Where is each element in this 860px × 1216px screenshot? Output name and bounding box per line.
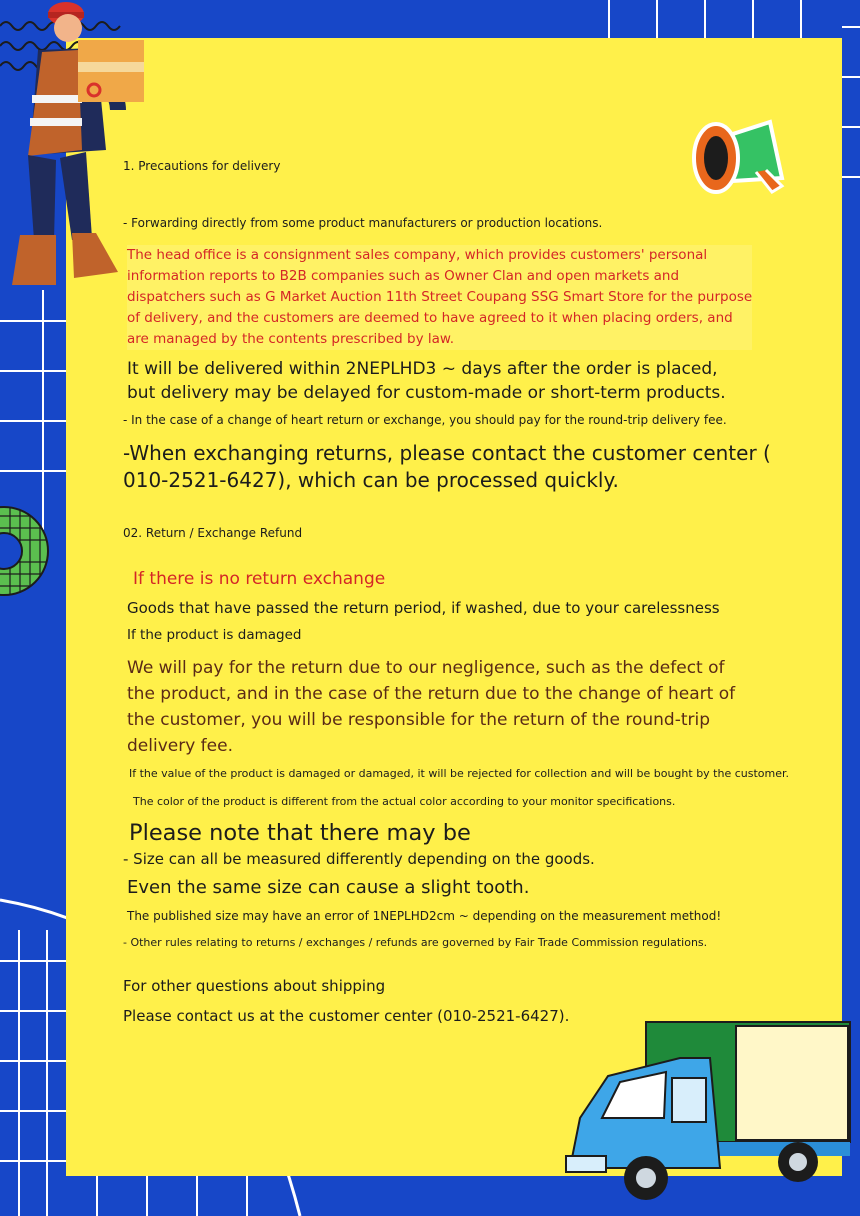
negligence-line: We will pay for the return due to our negligence, such as the defect of	[127, 658, 725, 678]
delivery-time-notice	[127, 357, 726, 405]
consignment-notice	[127, 245, 752, 350]
consignment-line: are managed by the contents prescribed by law.	[127, 331, 455, 347]
negligence-line: the product, and in the case of the return due to the change of heart of	[127, 684, 736, 704]
passed-period-note: Goods that have passed the return period, if washed, due to your carelessness	[127, 599, 720, 617]
section1-title: 1. Precautions for delivery	[123, 159, 281, 173]
color-note: The color of the product is different from the actual color according to your monitor specifications.	[133, 795, 676, 808]
consignment-line: The head office is a consignment sales company, which provides customers' personal	[127, 247, 708, 263]
please-note-heading: Please note that there may be	[129, 820, 471, 846]
value-damaged-note: If the value of the product is damaged or damaged, it will be rejected for collection and will be bought by the customer.	[129, 767, 790, 780]
consignment-line: information reports to B2B companies such as Owner Clan and open markets and	[127, 268, 680, 284]
change-of-heart-note: - In the case of a change of heart return or exchange, you should pay for the round-trip delivery fee.	[123, 413, 727, 427]
questions-text: For other questions about shipping	[123, 977, 386, 995]
grid-line	[800, 0, 802, 38]
grid-line	[0, 370, 66, 372]
grid-line	[0, 320, 66, 322]
grid-line	[752, 0, 754, 38]
grid-line	[842, 26, 860, 28]
damaged-note: If the product is damaged	[127, 627, 302, 643]
grid-line	[704, 0, 706, 38]
grid-line	[842, 126, 860, 128]
exchange-contact-notice	[123, 440, 771, 494]
exchange-line: -When exchanging returns, please contact the customer center (	[123, 441, 771, 465]
negligence-line: the customer, you will be responsible for the return of the round-trip	[127, 710, 711, 730]
truck-icon	[560, 1018, 860, 1208]
grid-line	[42, 290, 44, 530]
no-return-heading: If there is no return exchange	[133, 569, 386, 589]
grid-circle-icon	[0, 506, 52, 596]
exchange-line: 010-2521-6427), which can be processed quickly.	[123, 468, 619, 492]
grid-line	[0, 420, 66, 422]
other-rules-note: - Other rules relating to returns / exchanges / refunds are governed by Fair Trade Commission regulations.	[123, 936, 708, 949]
consignment-line: of delivery, and the customers are deemed to have agreed to it when placing orders, and	[127, 310, 733, 326]
negligence-line: delivery fee.	[127, 736, 233, 756]
grid-line	[0, 470, 66, 472]
delivery-line: It will be delivered within 2NEPLHD3 ~ days after the order is placed,	[127, 359, 718, 379]
consignment-line: dispatchers such as G Market Auction 11th Street Coupang SSG Smart Store for the purpose	[127, 289, 753, 305]
same-size-note: Even the same size can cause a slight tooth.	[127, 877, 530, 898]
grid-line	[608, 0, 610, 38]
forwarding-note: - Forwarding directly from some product manufacturers or production locations.	[123, 216, 603, 230]
delivery-line: but delivery may be delayed for custom-made or short-term products.	[127, 383, 726, 403]
size-measured-note: - Size can all be measured differently depending on the goods.	[123, 850, 595, 868]
grid-line	[842, 176, 860, 178]
grid-line	[656, 0, 658, 38]
megaphone-icon	[686, 112, 798, 198]
size-error-note: The published size may have an error of 1NEPLHD2cm ~ depending on the measurement method!	[127, 909, 722, 923]
negligence-notice	[127, 655, 735, 759]
grid-line	[842, 76, 860, 78]
section2-title: 02. Return / Exchange Refund	[123, 526, 303, 540]
contact-text: Please contact us at the customer center (010-2521-6427).	[123, 1007, 570, 1025]
